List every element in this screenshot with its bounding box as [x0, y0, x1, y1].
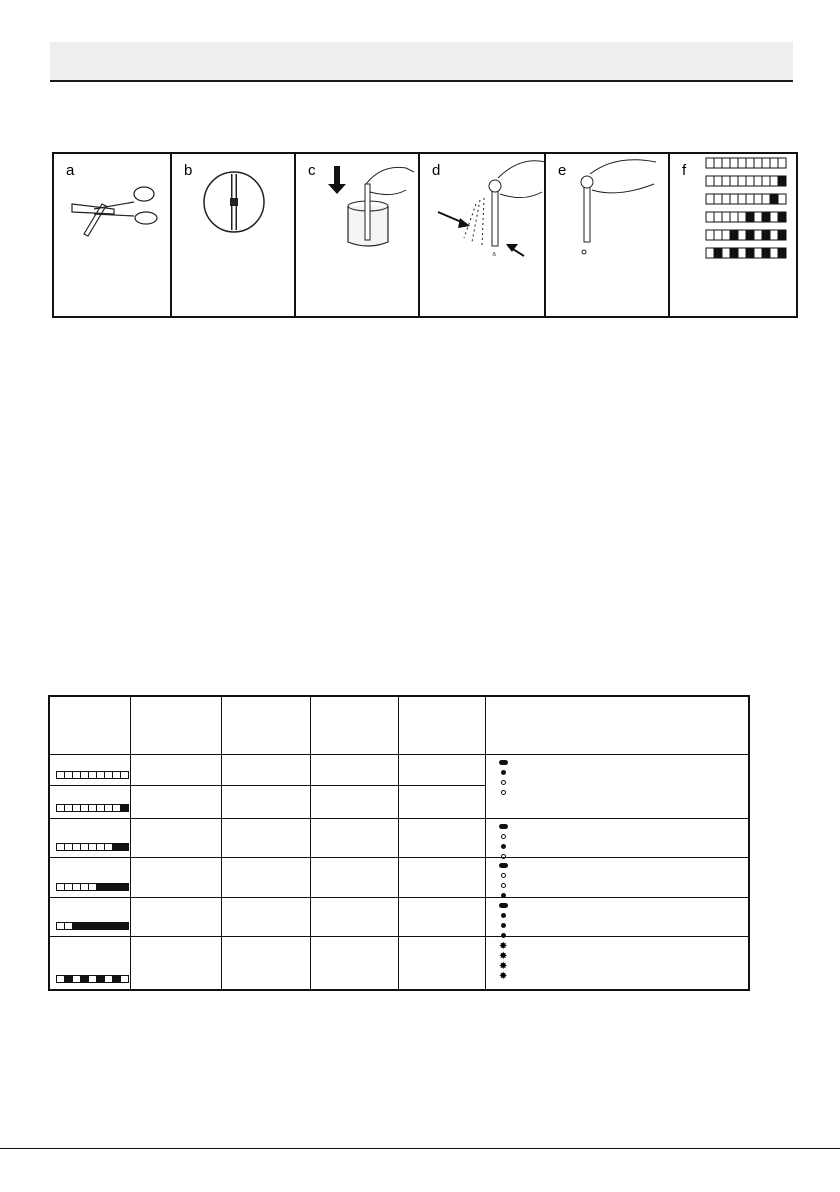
footer-rule: [0, 1148, 840, 1149]
strip-cell: [754, 248, 762, 258]
led-on-icon: [501, 770, 506, 775]
strip-cell: [730, 230, 738, 240]
strip-cell: [770, 158, 778, 168]
illustration-panels: [52, 152, 798, 322]
test-strip: [56, 975, 128, 983]
strip-cell: [738, 248, 746, 258]
led-on-icon: [499, 760, 508, 765]
strip-cell: [722, 248, 730, 258]
strip-cell: [746, 194, 754, 204]
strip-cell: [706, 194, 714, 204]
strip-cell: [738, 176, 746, 186]
water-tap-illustration: [172, 154, 298, 320]
led-on-icon: [499, 824, 508, 829]
strip-cell: [738, 230, 746, 240]
panel-a: [52, 152, 172, 318]
strip-cell: [770, 176, 778, 186]
test-strip: [56, 771, 128, 779]
scissors-cutting-strip-illustration: [54, 154, 174, 320]
shake-strip-illustration: [420, 154, 548, 320]
read-strip-illustration: [546, 154, 672, 320]
strip-cell: [714, 158, 722, 168]
strip-cell: [754, 230, 762, 240]
test-strip-color-scale: [670, 154, 800, 320]
strip-cell: [120, 804, 129, 812]
test-strip: [56, 883, 128, 891]
strip-cell: [706, 212, 714, 222]
strip-cell: [762, 248, 770, 258]
test-strip: [56, 843, 128, 851]
strip-cell: [714, 176, 722, 186]
panel-d: [418, 152, 546, 318]
strip-cell: [762, 158, 770, 168]
led-off-icon: [501, 873, 506, 878]
panel-letter: a: [66, 162, 75, 179]
panel-b: [170, 152, 296, 318]
strip-cell: [714, 194, 722, 204]
strip-cell: [738, 158, 746, 168]
led-on-icon: [501, 933, 506, 938]
blink-star-icon: ✸: [499, 961, 508, 972]
strip-cell: [746, 176, 754, 186]
strip-cell: [706, 176, 714, 186]
strip-cell: [746, 158, 754, 168]
strip-cell: [738, 194, 746, 204]
strip-cell: [770, 212, 778, 222]
strip-cell: [778, 248, 786, 258]
row-divider: [50, 818, 748, 819]
strip-cell: [762, 194, 770, 204]
panel-c: [294, 152, 420, 318]
row-divider: [50, 857, 748, 858]
led-on-icon: [499, 863, 508, 868]
strip-cell: [730, 212, 738, 222]
strip-cell: [770, 248, 778, 258]
panel-letter: c: [308, 162, 316, 179]
strip-cell: [778, 230, 786, 240]
strip-cell: [730, 176, 738, 186]
strip-cell: [714, 230, 722, 240]
panel-e: [544, 152, 670, 318]
strip-cell: [120, 975, 129, 983]
strip-cell: [754, 212, 762, 222]
strip-cell: [722, 230, 730, 240]
strip-cell: [762, 230, 770, 240]
test-strip: [56, 922, 128, 930]
led-off-icon: [501, 883, 506, 888]
strip-cell: [762, 212, 770, 222]
led-off-icon: [501, 780, 506, 785]
blink-star-icon: ✸: [499, 951, 508, 962]
strip-cell: [754, 194, 762, 204]
row-divider: [50, 754, 748, 755]
led-off-icon: [501, 834, 506, 839]
strip-cell: [770, 194, 778, 204]
row-divider: [50, 936, 748, 937]
strip-cell: [730, 158, 738, 168]
strip-cell: [738, 212, 746, 222]
strip-cell: [706, 158, 714, 168]
row-divider: [50, 785, 486, 786]
strip-cell: [722, 194, 730, 204]
column-divider: [130, 697, 131, 989]
panel-letter: f: [682, 162, 687, 179]
led-on-icon: [501, 893, 506, 898]
column-divider: [221, 697, 222, 989]
led-off-icon: [501, 790, 506, 795]
led-on-icon: [499, 903, 508, 908]
panel-letter: b: [184, 162, 193, 179]
strip-cell: [722, 176, 730, 186]
led-on-icon: [501, 923, 506, 928]
strip-cell: [770, 230, 778, 240]
strip-cell: [706, 230, 714, 240]
strip-cell: [120, 843, 129, 851]
strip-cell: [778, 176, 786, 186]
strip-cell: [714, 212, 722, 222]
strip-cell: [730, 194, 738, 204]
strip-cell: [754, 176, 762, 186]
panel-letter: d: [432, 162, 441, 179]
strip-cell: [762, 176, 770, 186]
strip-cell: [754, 158, 762, 168]
strip-dipped-in-water-illustration: [296, 154, 422, 320]
strip-cell: [778, 158, 786, 168]
strip-cell: [778, 194, 786, 204]
strip-cell: [778, 212, 786, 222]
row-divider: [50, 897, 748, 898]
strip-cell: [120, 883, 129, 891]
strip-cell: [746, 230, 754, 240]
water-hardness-table: [48, 695, 750, 991]
led-on-icon: [501, 913, 506, 918]
panel-letter: e: [558, 162, 567, 179]
strip-cell: [722, 212, 730, 222]
strip-cell: [746, 248, 754, 258]
header-bar: [50, 42, 793, 82]
column-divider: [398, 697, 399, 989]
svg-text:ᐞ: ᐞ: [492, 251, 497, 260]
blink-star-icon: ✸: [499, 971, 508, 982]
column-divider: [485, 697, 486, 989]
test-strip: [56, 804, 128, 812]
strip-cell: [714, 248, 722, 258]
led-off-icon: [501, 854, 506, 859]
column-divider: [310, 697, 311, 989]
strip-cell: [120, 771, 129, 779]
blink-star-icon: ✸: [499, 941, 508, 952]
panel-f: [668, 152, 798, 318]
strip-cell: [120, 922, 129, 930]
strip-cell: [722, 158, 730, 168]
strip-cell: [730, 248, 738, 258]
strip-cell: [706, 248, 714, 258]
led-on-icon: [501, 844, 506, 849]
strip-cell: [746, 212, 754, 222]
